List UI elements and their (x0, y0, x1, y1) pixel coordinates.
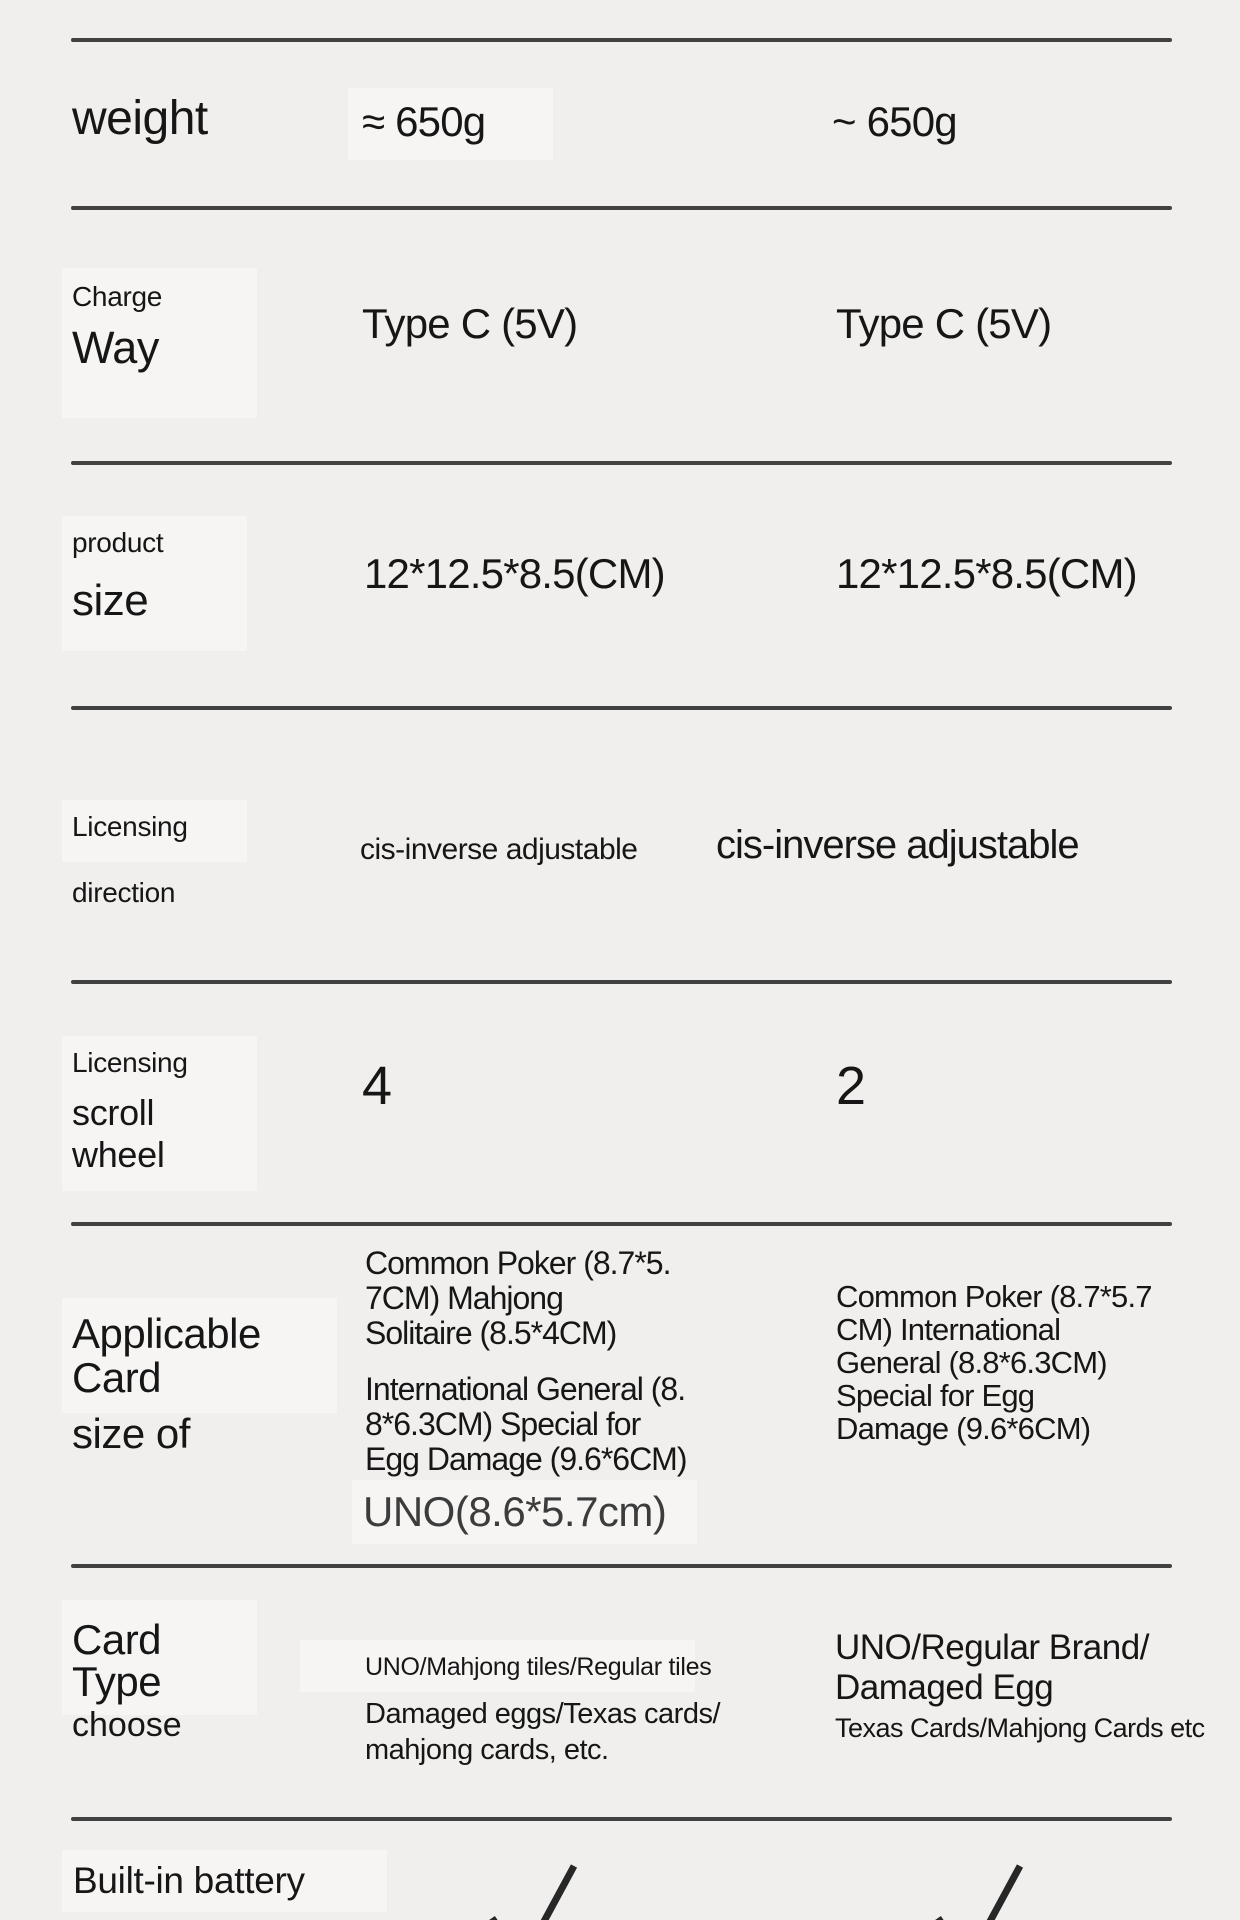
divider (71, 980, 1172, 984)
row-label-built-in-battery: Built-in battery (73, 1860, 305, 1901)
checkmark-icon-right (928, 1856, 1028, 1920)
card-type-left-block: Damaged eggs/Texas cards/ mahjong cards, etc. (365, 1698, 721, 1766)
row-label-applicable: Applicable (72, 1310, 261, 1357)
direction-value-right: cis-inverse adjustable (716, 823, 1079, 867)
charge-value-right: Type C (5V) (836, 300, 1052, 347)
divider (71, 1564, 1172, 1568)
row-label-licensing2: Licensing (72, 1047, 188, 1078)
card-type-left-line1: UNO/Mahjong tiles/Regular tiles (365, 1653, 712, 1681)
row-label-licensing: Licensing (72, 811, 188, 842)
card-sizes-left-uno: UNO(8.6*5.7cm) (363, 1488, 667, 1535)
card-sizes-left-block2: International General (8. 8*6.3CM) Special for Egg Damage (9.6*6CM) (365, 1371, 687, 1477)
size-value-left: 12*12.5*8.5(CM) (364, 550, 665, 597)
row-label-weight: weight (72, 92, 208, 145)
row-label-size-of: size of (72, 1410, 190, 1457)
divider (71, 1817, 1172, 1821)
wheel-count-left: 4 (362, 1056, 393, 1116)
card-type-right-block: UNO/Regular Brand/ Damaged Egg (835, 1628, 1149, 1707)
card-type-right-line2: Texas Cards/Mahjong Cards etc (835, 1713, 1205, 1743)
divider (71, 206, 1172, 210)
checkmark-icon-left (482, 1856, 582, 1920)
divider (71, 461, 1172, 465)
card-sizes-right-block: Common Poker (8.7*5.7 CM) International General (8.8*6.3CM) Special for Egg Damage (9.6*6CM) (836, 1279, 1152, 1446)
row-label-type: Type (72, 1658, 162, 1705)
divider (71, 38, 1172, 42)
divider (71, 706, 1172, 710)
row-label-product: product (72, 527, 164, 558)
divider (71, 1222, 1172, 1226)
row-label-scroll: scroll (72, 1092, 155, 1133)
size-value-right: 12*12.5*8.5(CM) (836, 550, 1137, 597)
direction-value-left: cis-inverse adjustable (360, 833, 638, 866)
charge-value-left: Type C (5V) (362, 300, 578, 347)
row-label-card: Card (72, 1354, 162, 1401)
wheel-count-right: 2 (836, 1056, 867, 1116)
row-label-charge: Charge (72, 281, 163, 312)
row-label-wheel: wheel (72, 1134, 165, 1175)
weight-value-left: ≈ 650g (362, 98, 486, 145)
weight-value-right: ~ 650g (832, 98, 957, 145)
card-sizes-left-block1: Common Poker (8.7*5. 7CM) Mahjong Solitaire (8.5*4CM) (365, 1245, 671, 1351)
row-label-direction: direction (72, 877, 176, 908)
row-label-way: Way (72, 322, 159, 373)
row-label-choose: choose (72, 1706, 182, 1744)
row-label-card2: Card (72, 1616, 162, 1663)
row-label-size: size (72, 576, 149, 625)
